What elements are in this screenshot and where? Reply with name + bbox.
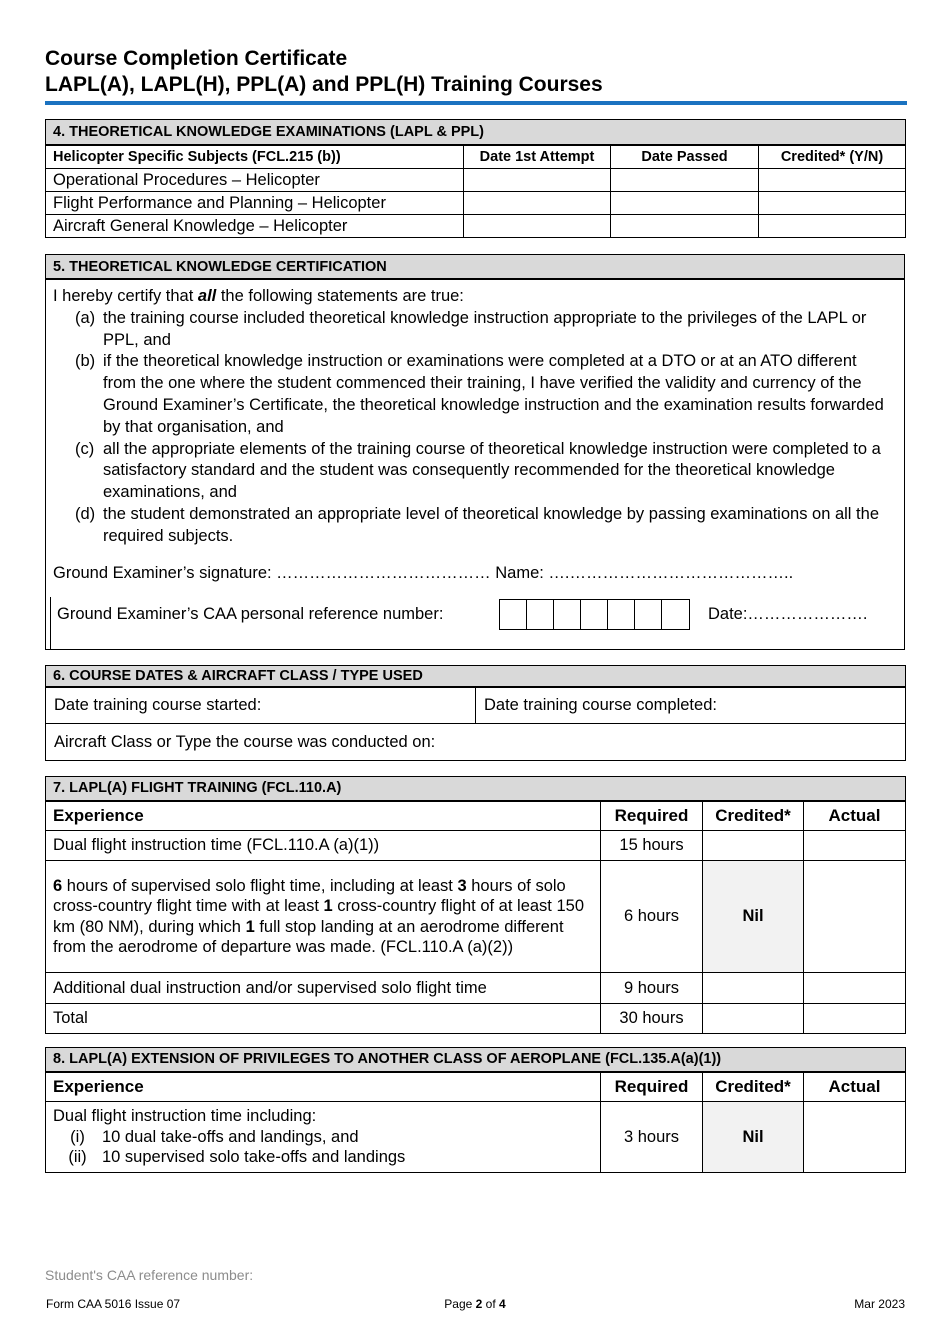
- reference-number-boxes[interactable]: [499, 599, 690, 630]
- intro-emphasis: all: [197, 287, 217, 305]
- intro-text: I hereby certify that: [53, 287, 198, 305]
- digit-box[interactable]: [635, 600, 662, 629]
- digit-box[interactable]: [554, 600, 581, 629]
- experience-text: Dual flight instruction time (FCL.110.A (a)(1)): [46, 831, 601, 861]
- col-date-passed: Date Passed: [611, 145, 759, 169]
- experience-intro: Dual flight instruction time including:: [53, 1107, 317, 1126]
- col-experience: Experience: [46, 801, 601, 831]
- credited-field[interactable]: [703, 831, 804, 861]
- title-rule: [45, 101, 907, 105]
- section-6-heading: 6. COURSE DATES & AIRCRAFT CLASS / TYPE USED: [46, 666, 906, 687]
- digit-box[interactable]: [500, 600, 527, 629]
- item-label: (ii): [68, 1148, 87, 1167]
- item-label: (i): [70, 1127, 85, 1146]
- item-text: 10 supervised solo take-offs and landings: [102, 1148, 406, 1167]
- credited-field[interactable]: [703, 1004, 804, 1034]
- issue-date: Mar 2023: [854, 1297, 905, 1311]
- actual-field[interactable]: [804, 1102, 906, 1173]
- digit-box[interactable]: [581, 600, 608, 629]
- col-experience: Experience: [46, 1072, 601, 1102]
- section-4-heading: 4. THEORETICAL KNOWLEDGE EXAMINATIONS (LAPL & PPL): [46, 120, 906, 145]
- required-value: 30 hours: [601, 1004, 703, 1034]
- item-label: (d): [75, 504, 96, 523]
- required-value: 9 hours: [601, 973, 703, 1004]
- item-text: the training course included theoretical knowledge instruction appropriate to the privileges of the LAPL or PPL, and: [103, 308, 867, 349]
- col-credited: Credited* (Y/N): [759, 145, 906, 169]
- digit-box[interactable]: [662, 600, 689, 629]
- item-label: (a): [75, 308, 96, 327]
- credited-value: Nil: [703, 861, 804, 973]
- actual-field[interactable]: [804, 973, 906, 1004]
- signature-line[interactable]: Ground Examiner’s signature: ………………………………… Name: ….…………………………………..: [53, 564, 794, 582]
- title-line-2: LAPL(A), LAPL(H), PPL(A) and PPL(H) Training Courses: [45, 73, 603, 96]
- date-passed-field[interactable]: [611, 192, 759, 215]
- credited-field[interactable]: [759, 192, 906, 215]
- required-value: 3 hours: [601, 1102, 703, 1173]
- student-reference-label: Student's CAA reference number:: [45, 1267, 254, 1283]
- col-credited: Credited*: [703, 801, 804, 831]
- certification-text: [53, 286, 893, 548]
- subject-name: Operational Procedures – Helicopter: [46, 169, 464, 192]
- table-row: [46, 215, 906, 238]
- section-5-box: [45, 254, 905, 650]
- table-row: [46, 1004, 906, 1034]
- col-date-first-attempt: Date 1st Attempt: [464, 145, 611, 169]
- certification-item: [53, 504, 893, 548]
- experience-text: [46, 1102, 601, 1173]
- col-credited: Credited*: [703, 1072, 804, 1102]
- intro-text: the following statements are true:: [216, 287, 464, 305]
- col-actual: Actual: [804, 801, 906, 831]
- table-row: [46, 1102, 906, 1173]
- experience-text: 6 hours of supervised solo flight time, including at least 3 hours of solo cross-country flight time with at least 1 cross-country flight of at least 150 km (80 NM), during which 1 full stop landing at an aerodrome different from the aerodrome of departure was made. (FCL.110.A (a)(2)): [46, 861, 601, 973]
- certification-item: [53, 351, 893, 438]
- credited-field[interactable]: [759, 169, 906, 192]
- list-item: [53, 1147, 593, 1168]
- subject-name: Aircraft General Knowledge – Helicopter: [46, 215, 464, 238]
- required-value: 6 hours: [601, 861, 703, 973]
- date-passed-field[interactable]: [611, 169, 759, 192]
- item-text: all the appropriate elements of the training course of theoretical knowledge instruction were completed to a satisfactory standard and the student was consequently recommended for the theoretical knowledge examinations, and: [103, 439, 881, 502]
- date-completed-field[interactable]: Date training course completed:: [476, 687, 906, 724]
- certification-item: [53, 308, 893, 352]
- item-label: (b): [75, 352, 96, 371]
- date-field[interactable]: Date:………………….: [708, 605, 868, 623]
- item-text: the student demonstrated an appropriate level of theoretical knowledge by passing examinations on all the required subjects.: [103, 504, 879, 545]
- col-required: Required: [601, 1072, 703, 1102]
- digit-box[interactable]: [527, 600, 554, 629]
- page-title: [45, 46, 603, 98]
- date-passed-field[interactable]: [611, 215, 759, 238]
- item-text: if the theoretical knowledge instruction or examinations were completed at a DTO or at an ATO different from the one where the student commenced their training, I have verified the validity and currency of the Ground Examiner’s Certificate, the theoretical knowledge instruction and the examination results forwarded by that organisation, and: [103, 352, 884, 436]
- reference-row: [50, 597, 904, 650]
- aircraft-class-field[interactable]: Aircraft Class or Type the course was conducted on:: [46, 724, 906, 761]
- item-label: (c): [75, 439, 95, 458]
- col-required: Required: [601, 801, 703, 831]
- section-8-table: [45, 1047, 906, 1173]
- table-row: [46, 192, 906, 215]
- required-value: 15 hours: [601, 831, 703, 861]
- section-7-heading: 7. LAPL(A) FLIGHT TRAINING (FCL.110.A): [46, 777, 906, 801]
- certification-item: [53, 439, 893, 504]
- experience-text: Total: [46, 1004, 601, 1034]
- credited-value: Nil: [703, 1102, 804, 1173]
- list-item: [53, 1127, 593, 1148]
- actual-field[interactable]: [804, 831, 906, 861]
- certification-intro: [53, 286, 893, 308]
- table-row: [46, 169, 906, 192]
- table-row: [46, 861, 906, 973]
- section-5-heading: 5. THEORETICAL KNOWLEDGE CERTIFICATION: [46, 255, 904, 280]
- date-started-field[interactable]: Date training course started:: [46, 687, 476, 724]
- date-first-attempt-field[interactable]: [464, 169, 611, 192]
- subject-name: Flight Performance and Planning – Helicopter: [46, 192, 464, 215]
- actual-field[interactable]: [804, 861, 906, 973]
- col-actual: Actual: [804, 1072, 906, 1102]
- page-number: Page 2 of 4: [444, 1297, 506, 1311]
- form-number: Form CAA 5016 Issue 07: [46, 1297, 181, 1311]
- experience-text: Additional dual instruction and/or supervised solo flight time: [46, 973, 601, 1004]
- actual-field[interactable]: [804, 1004, 906, 1034]
- section-6-table: [45, 665, 906, 761]
- section-4-table: [45, 119, 906, 238]
- credited-field[interactable]: [759, 215, 906, 238]
- table-row: [46, 831, 906, 861]
- section-8-heading: 8. LAPL(A) EXTENSION OF PRIVILEGES TO ANOTHER CLASS OF AEROPLANE (FCL.135.A(a)(1)): [46, 1048, 906, 1072]
- col-subjects: Helicopter Specific Subjects (FCL.215 (b)): [46, 145, 464, 169]
- date-first-attempt-field[interactable]: [464, 192, 611, 215]
- table-row: [46, 973, 906, 1004]
- date-first-attempt-field[interactable]: [464, 215, 611, 238]
- section-7-table: [45, 776, 906, 1034]
- title-line-1: Course Completion Certificate: [45, 47, 348, 70]
- item-text: 10 dual take-offs and landings, and: [102, 1127, 359, 1146]
- reference-number-label: Ground Examiner’s CAA personal reference number:: [57, 605, 444, 623]
- credited-field[interactable]: [703, 973, 804, 1004]
- digit-box[interactable]: [608, 600, 635, 629]
